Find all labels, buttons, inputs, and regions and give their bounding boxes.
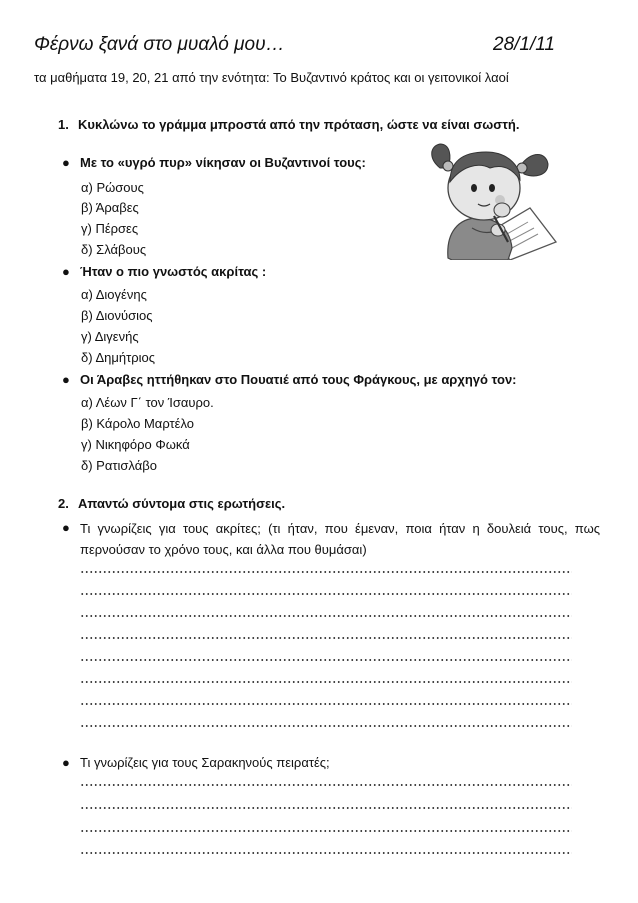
bullet-icon: ● [62, 155, 70, 170]
answer-line[interactable] [80, 569, 572, 575]
worksheet-title: Φέρνω ξανά στο μυαλό μου… [34, 34, 285, 55]
option-1-1-a[interactable]: α) Ρώσους [81, 180, 144, 195]
option-1-1-d[interactable]: δ) Σλάβους [81, 242, 147, 257]
answer-line[interactable] [80, 805, 572, 811]
option-1-1-c[interactable]: γ) Πέρσες [81, 221, 139, 236]
answer-line[interactable] [80, 657, 572, 663]
question-1-2: Ήταν ο πιο γνωστός ακρίτας : [80, 264, 267, 279]
section-2-number: 2. [58, 496, 69, 511]
option-1-3-a[interactable]: α) Λέων Γ΄ τον Ίσαυρο. [81, 395, 214, 410]
question-1-1: Με το «υγρό πυρ» νίκησαν οι Βυζαντινοί τους: [80, 155, 366, 170]
option-1-2-b[interactable]: β) Διονύσιος [81, 308, 153, 323]
question-1-3: Οι Άραβες ηττήθηκαν στο Πουατιέ από τους Φράγκους, με αρχηγό τον: [80, 372, 517, 387]
section-2-heading [58, 496, 285, 511]
option-1-1-b[interactable]: β) Άραβες [81, 200, 139, 215]
bullet-icon: ● [62, 264, 70, 279]
answer-line[interactable] [80, 679, 572, 685]
bullet-icon: ● [62, 372, 70, 387]
answer-line[interactable] [80, 635, 572, 641]
worksheet-date: 28/1/11 [493, 34, 555, 55]
girl-writing-clipart-icon [428, 138, 562, 260]
answer-line[interactable] [80, 613, 572, 619]
answer-line[interactable] [80, 828, 572, 834]
option-1-3-d[interactable]: δ) Ρατισλάβο [81, 458, 157, 473]
answer-line[interactable] [80, 723, 572, 729]
answer-line[interactable] [80, 591, 572, 597]
section-1-number: 1. [58, 117, 69, 132]
worksheet-subtitle: τα μαθήματα 19, 20, 21 από την ενότητα: Το Βυζαντινό κράτος και οι γειτονικοί λαοί [34, 70, 509, 85]
option-1-2-d[interactable]: δ) Δημήτριος [81, 350, 156, 365]
question-2-2: Τι γνωρίζεις για τους Σαρακηνούς πειρατές; [80, 755, 330, 770]
option-1-2-c[interactable]: γ) Διγενής [81, 329, 139, 344]
bullet-icon: ● [62, 755, 70, 770]
section-1-heading [58, 117, 519, 132]
answer-line[interactable] [80, 850, 572, 856]
option-1-2-a[interactable]: α) Διογένης [81, 287, 147, 302]
section-1-title: Κυκλώνω το γράμμα μπροστά από την πρόταση, ώστε να είναι σωστή. [78, 117, 520, 132]
answer-line[interactable] [80, 782, 572, 788]
option-1-3-b[interactable]: β) Κάρολο Μαρτέλο [81, 416, 194, 431]
answer-line[interactable] [80, 701, 572, 707]
bullet-icon: ● [62, 520, 70, 535]
question-2-1: Τι γνωρίζεις για τους ακρίτες; (τι ήταν, που έμεναν, ποια ήταν η δουλειά τους, πως περνούσαν το χρόνο τους, και άλλα που θυμάσαι) [80, 521, 600, 557]
section-2-title: Απαντώ σύντομα στις ερωτήσεις. [78, 496, 286, 511]
option-1-3-c[interactable]: γ) Νικηφόρο Φωκά [81, 437, 190, 452]
